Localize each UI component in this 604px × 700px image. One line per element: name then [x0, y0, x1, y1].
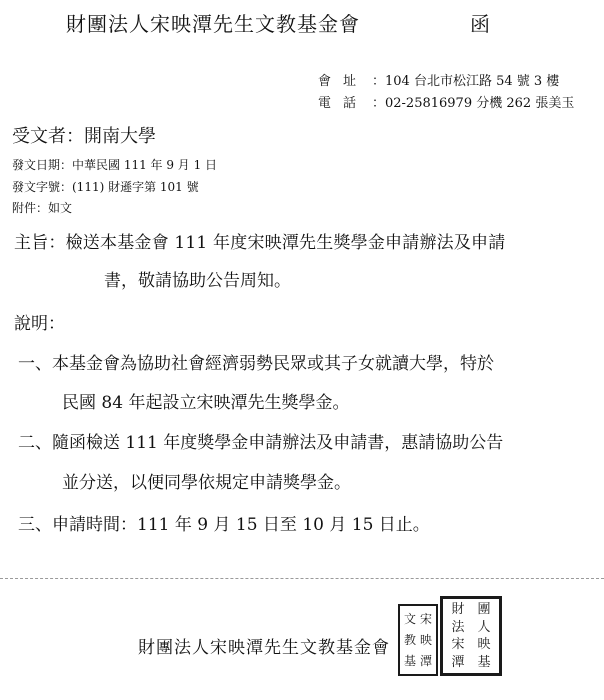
seal-char: 潭	[419, 654, 432, 669]
header-org-title: 財團法人宋映潭先生文教基金會	[66, 12, 360, 36]
seal-char: 法	[451, 619, 465, 635]
seal-char: 宋	[419, 611, 432, 626]
issue-date: 發文日期：中華民國 111 年 9 月 1 日	[12, 158, 218, 172]
address-value: ：104 台北市松江路 54 號 3 樓	[372, 74, 560, 89]
seal-char: 財	[451, 602, 465, 618]
explanation-item-1-line-2: 民國 84 年起設立宋映潭先生獎學金。	[62, 393, 350, 413]
seal-char: 基	[403, 654, 416, 669]
phone-value: ：02-25816979 分機 262 張美玉	[372, 96, 575, 111]
seal-char: 基	[477, 654, 491, 670]
recipient: 受文者：開南大學	[12, 126, 156, 147]
explanation-item-2-line-1: 二、隨函檢送 111 年度獎學金申請辦法及申請書，惠請協助公告	[18, 433, 504, 453]
explanation-item-3-line-1: 三、申請時間：111 年 9 月 15 日至 10 月 15 日止。	[18, 515, 430, 535]
seal-char: 映	[419, 632, 432, 647]
seal-char: 映	[477, 637, 491, 653]
subject-line-2: 書，敬請協助公告周知。	[104, 271, 291, 291]
explanation-heading: 說明：	[14, 314, 65, 334]
explanation-item-2-line-2: 並分送，以便同學依規定申請獎學金。	[62, 473, 351, 493]
subject-line-1: 主旨：檢送本基金會 111 年度宋映潭先生獎學金申請辦法及申請	[14, 233, 506, 253]
seal-char: 人	[477, 619, 491, 635]
scan-artifact-line	[0, 578, 604, 579]
seal-char: 宋	[451, 637, 465, 653]
seal-char: 團	[477, 602, 491, 618]
small-seal-stamp	[398, 604, 438, 676]
seal-char: 教	[403, 632, 416, 647]
seal-char: 文	[403, 611, 416, 626]
footer-org-name: 財團法人宋映潭先生文教基金會	[138, 638, 390, 658]
address-label: 會址	[318, 74, 369, 89]
seal-char: 潭	[451, 654, 465, 670]
document-type: 函	[470, 12, 490, 36]
explanation-item-1-line-1: 一、本基金會為協助社會經濟弱勢民眾或其子女就讀大學，特於	[18, 354, 494, 374]
phone-label: 電話	[318, 96, 369, 111]
large-seal-stamp	[440, 596, 502, 676]
attachment: 附件：如文	[12, 201, 73, 215]
document-number: 發文字號：(111) 財遜字第 101 號	[12, 180, 199, 194]
